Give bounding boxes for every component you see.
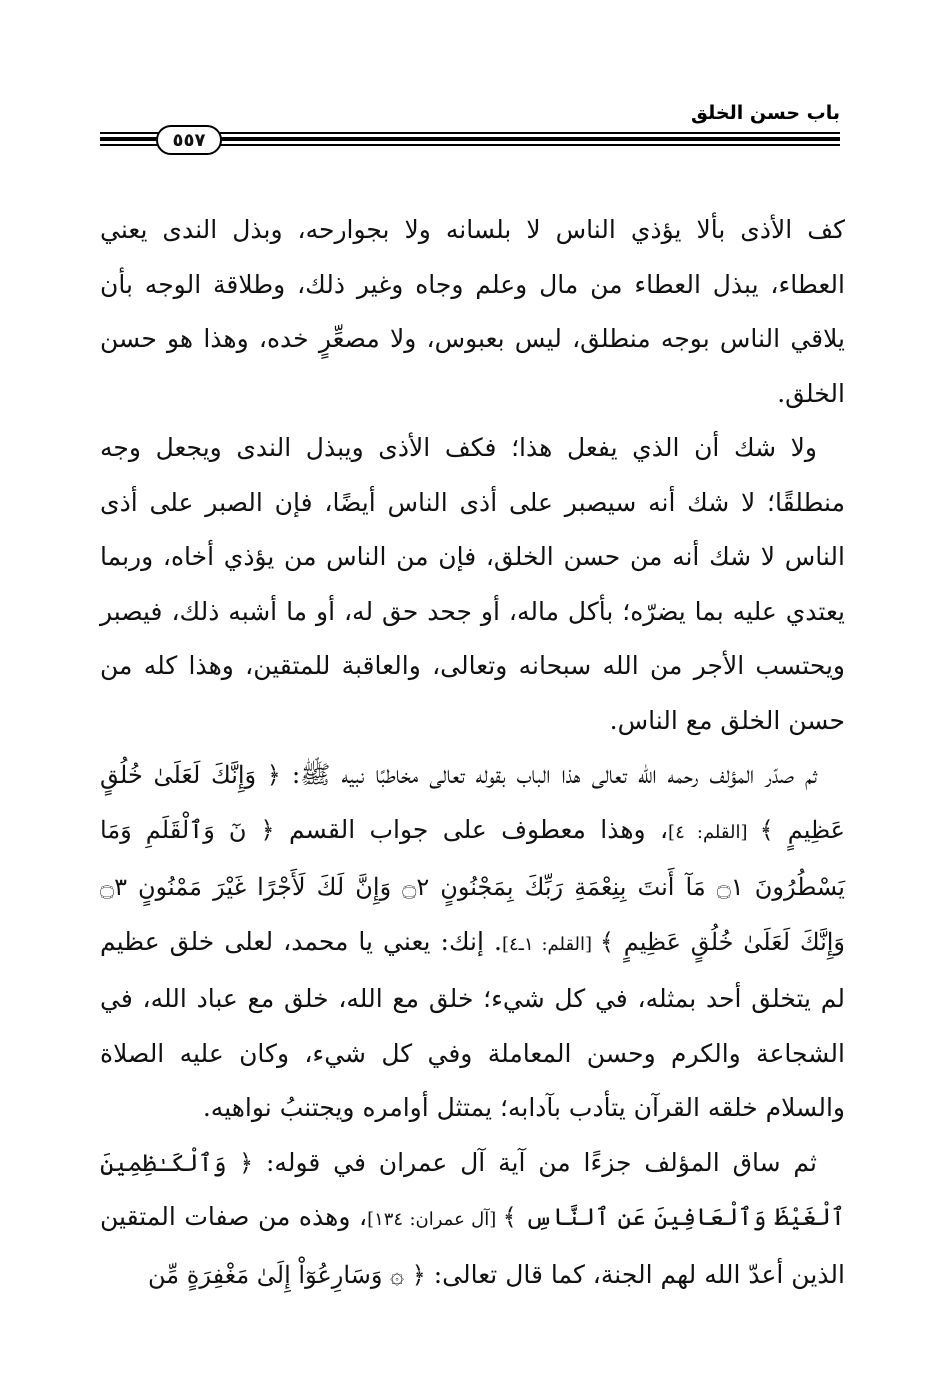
- quran-verse-al-imran-134: ﴿ وَٱلْكَـٰظِمِينَ ٱلْغَيْظَ وَٱلْعَافِينَ عَنِ ٱلنَّاسِ ﴾: [100, 1148, 845, 1231]
- page-body: [100, 203, 845, 1302]
- verse-reference: [القلم: ٤]: [668, 821, 760, 843]
- paragraph-3-text-c: . إنك: يعني يا محمد، لعلى خلق عظيم لم يتخلق أحد بمثله، في كل شيء؛ خلق مع الله، خلق مع عباد الله، في الشجاعة والكرم وحسن المعاملة وفي كل شيء، وكان عليه الصلاة والسلام خلقه القرآن يتأدب بآدابه؛ يمتثل أوامره ويجتنبُ نواهيه.: [100, 926, 845, 1122]
- verse-reference: [القلم: ١ـ٤]: [501, 933, 600, 955]
- verse-reference: [آل عمران: ١٣٤]: [367, 1209, 503, 1230]
- quran-verse-qalam-1-4: ﴿ نٓ وَٱلْقَلَمِ وَمَا يَسْطُرُونَ ۝١ مَآ أَنتَ بِنِعْمَةِ رَبِّكَ بِمَجْنُونٍ ۝٢ وَإِنَّ لَكَ لَأَجْرًا غَيْرَ مَمْنُونٍ ۝٣ وَإِنَّكَ لَعَلَىٰ خُلُقٍ عَظِيمٍ ﴾: [100, 815, 846, 956]
- paragraph-4-text-b: ، وهذه من صفات المتقين الذين أعدّ الله لهم الجنة، كما قال تعالى:: [100, 1202, 845, 1289]
- page-number: ٥٥٧: [156, 125, 222, 155]
- paragraph-3: [100, 748, 845, 1136]
- quran-verse-qalam-4: ﴿ وَإِنَّكَ لَعَلَىٰ خُلُقٍ عَظِيمٍ ﴾: [100, 761, 845, 844]
- paragraph-4-text-a: ثم ساق المؤلف جزءًا من آية آل عمران في قوله:: [253, 1147, 817, 1177]
- chapter-title: باب حسن الخلق: [691, 102, 840, 124]
- paragraph-3-text-a: ثم صدّر المؤلف رحمه الله تعالى هذا الباب بقوله تعالى مخاطبًا نبيه ﷺ:: [280, 760, 817, 789]
- quran-verse-al-imran-133: ﴿ ۞ وَسَارِعُوٓاْ إِلَىٰ مَغْفِرَةٍ مِّن: [148, 1260, 426, 1289]
- paragraph-4: [100, 1136, 845, 1303]
- paragraph-3-text-b: ، وهذا معطوف على جواب القسم: [274, 814, 669, 844]
- paragraph-1: كف الأذى بألا يؤذي الناس لا بلسانه ولا بجوارحه، وبذل الندى يعني العطاء، يبذل العطاء من مال وعلم وجاه وغير ذلك، وطلاقة الوجه بأن يلاقي الناس بوجه منطلق، ليس بعبوس، ولا مصعِّرٍ خده، وهذا هو حسن الخلق.: [100, 215, 845, 408]
- paragraph-2: ولا شك أن الذي يفعل هذا؛ فكف الأذى ويبذل الندى ويجعل وجه منطلقًا؛ لا شك أنه سيصبر على أذى الناس أيضًا، فإن الصبر على أذى الناس لا شك أنه من حسن الخلق، فإن من الناس من يؤذي أخاه، وربما يعتدي عليه بما يضرّه؛ بأكل ماله، أو جحد حق له، أو ما أشبه ذلك، فيصبر ويحتسب الأجر من الله سبحانه وتعالى، والعاقبة للمتقين، وهذا كله من حسن الخلق مع الناس.: [100, 433, 845, 735]
- page-header: [100, 98, 840, 168]
